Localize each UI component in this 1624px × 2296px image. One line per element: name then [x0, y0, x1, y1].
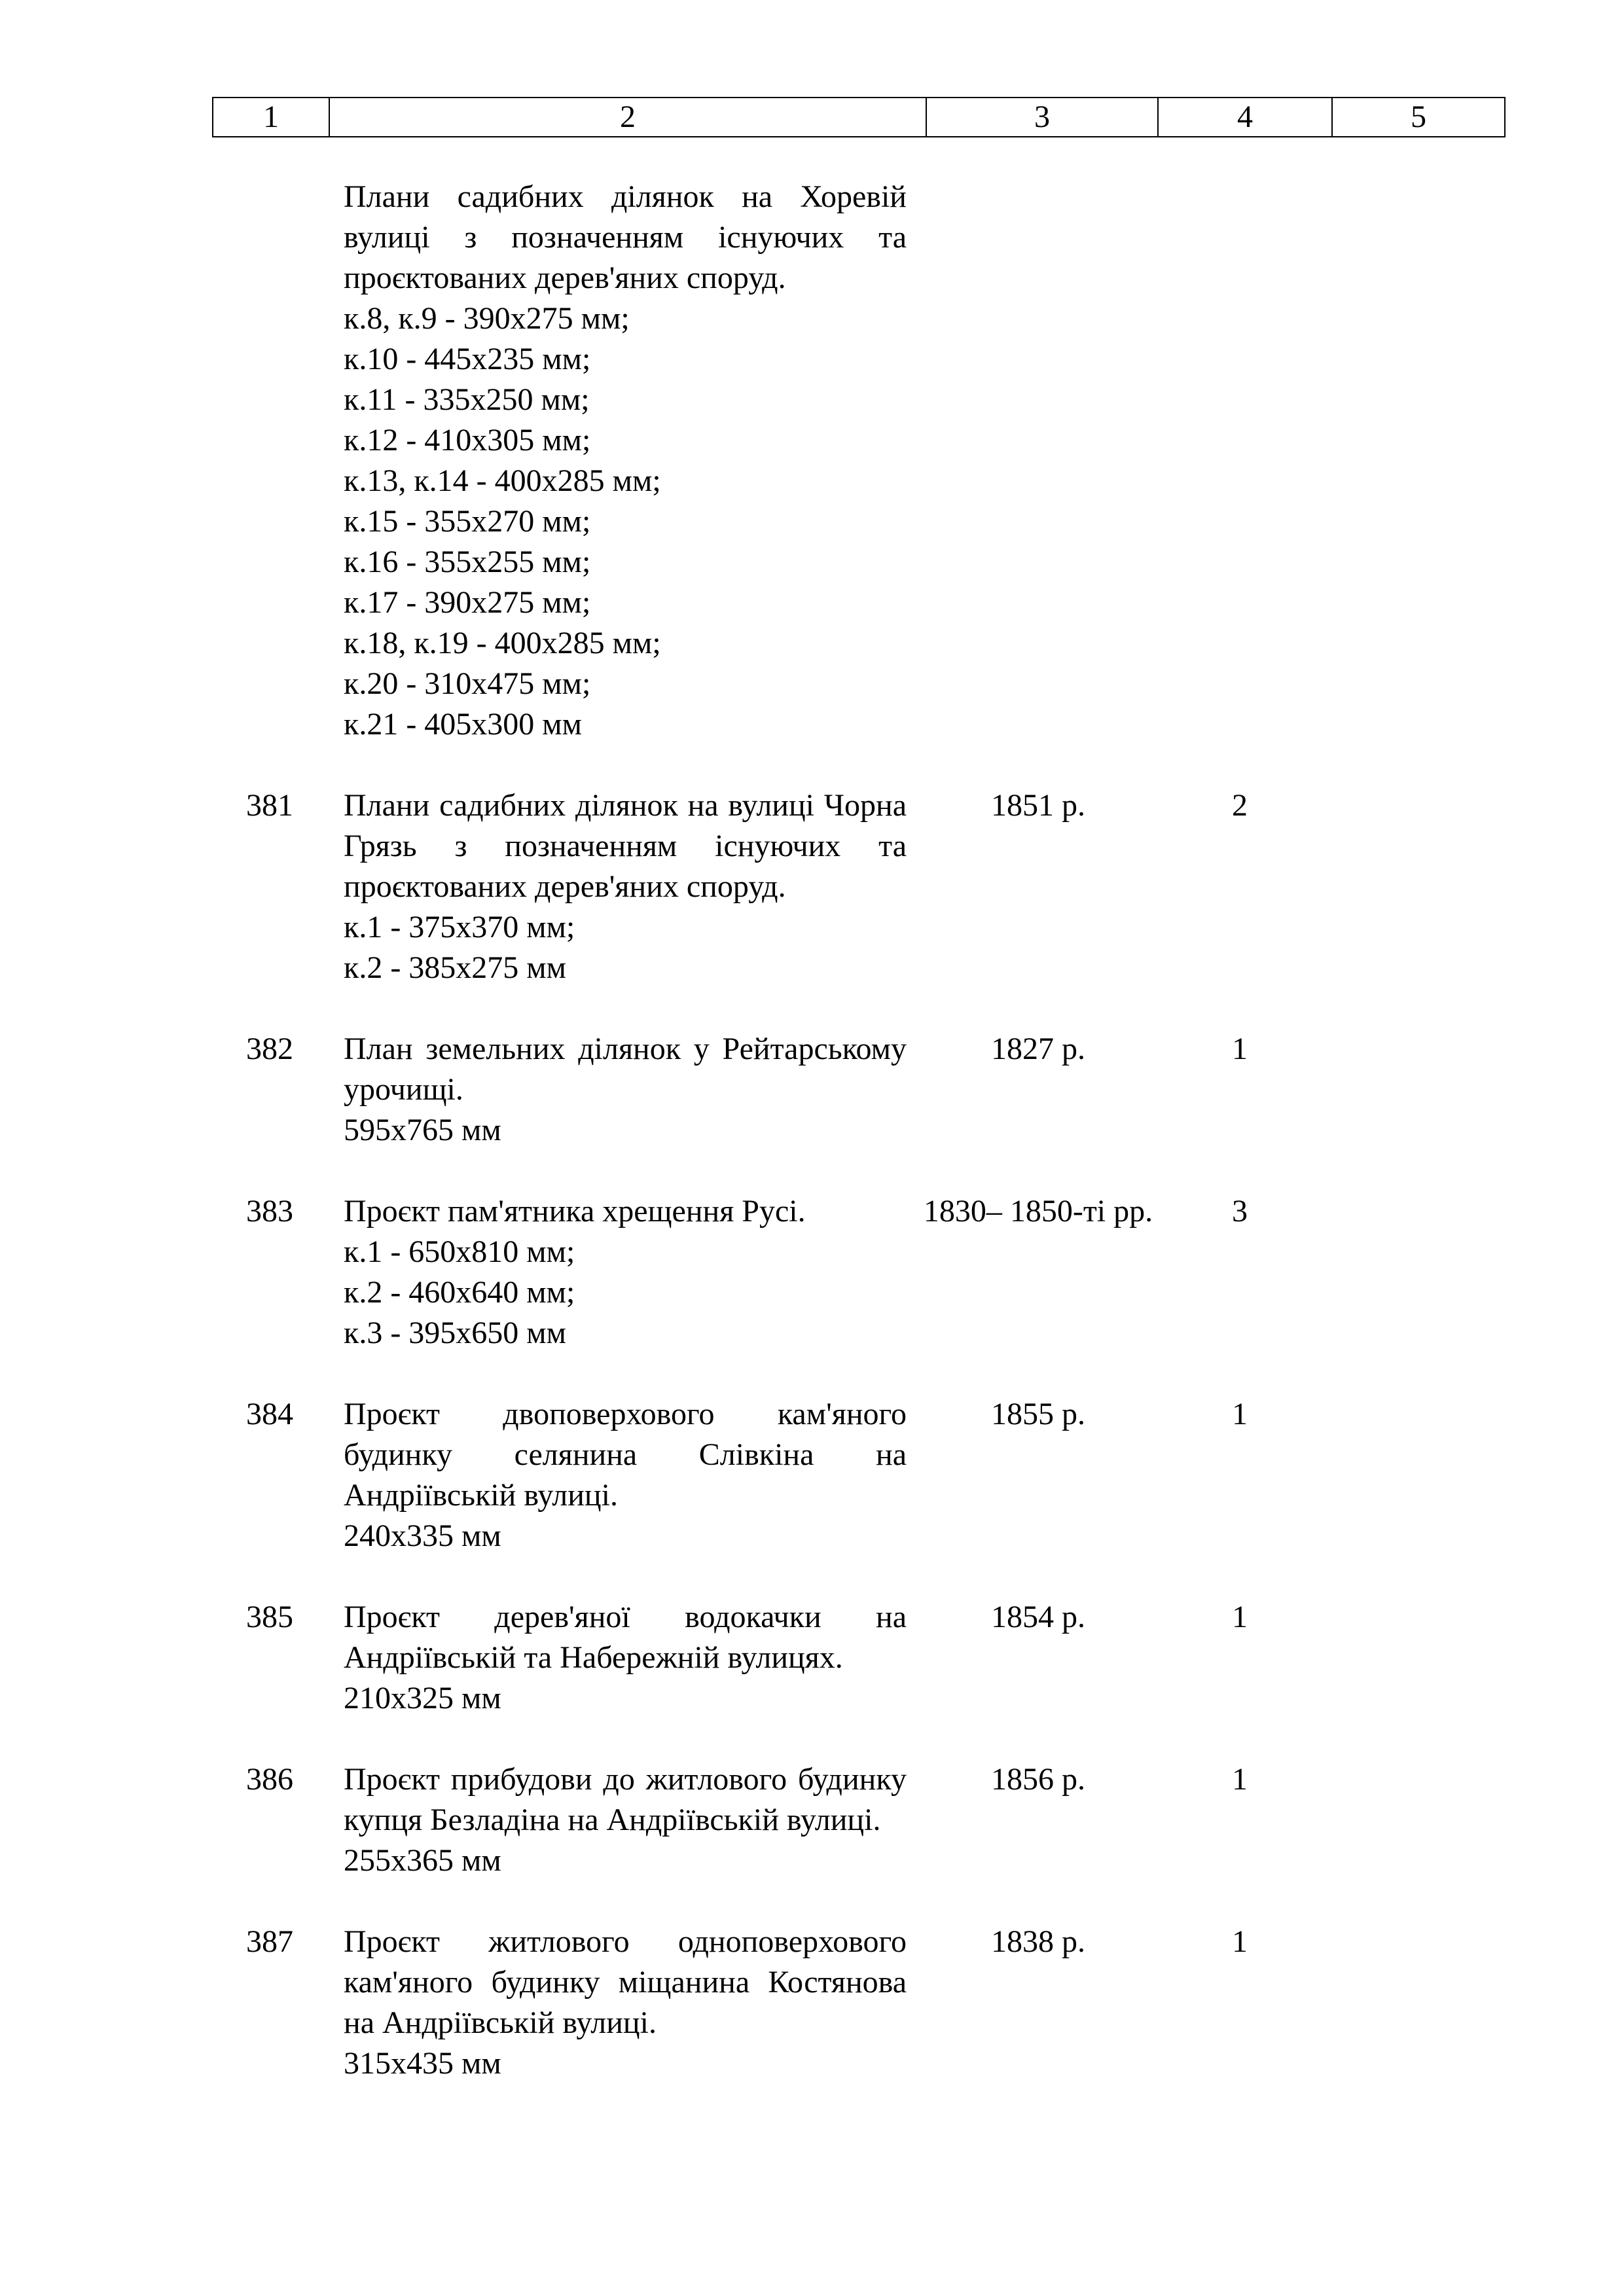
- entry-title: Плани садибних ділянок на Хоревій вулиці з позначенням існуючих та проєктованих дерев'яних споруд.: [344, 179, 907, 295]
- catalog-entry: [212, 1394, 1498, 1556]
- entry-number: 387: [246, 1924, 293, 1959]
- entry-number: 382: [246, 1031, 293, 1066]
- entry-size-line: 315х435 мм: [344, 2046, 501, 2081]
- entry-title: План земельних ділянок у Рейтарському урочищі.: [344, 1031, 907, 1107]
- column-header-row: [213, 98, 1505, 137]
- column-header-3: 3: [926, 98, 1158, 137]
- catalog-entry: [212, 1191, 1498, 1354]
- entry-size-line: к.18, к.19 - 400х285 мм;: [344, 626, 661, 660]
- entry-quantity: 1: [1232, 1031, 1248, 1066]
- column-header-table: [212, 97, 1506, 137]
- catalog-entry: [212, 1922, 1498, 2084]
- entry-title: Плани садибних ділянок на вулиці Чорна Грязь з позначенням існуючих та проєктованих дерев'яних споруд.: [344, 788, 907, 904]
- entry-description: [344, 1922, 907, 2084]
- entry-number: 385: [246, 1600, 293, 1634]
- entry-date: 1854 р.: [991, 1600, 1085, 1634]
- entry-size-line: 240х335 мм: [344, 1518, 501, 1553]
- entry-date: 1838 р.: [991, 1924, 1085, 1959]
- entry-size-line: 210х325 мм: [344, 1681, 501, 1715]
- entry-date: 1856 р.: [991, 1762, 1085, 1797]
- entry-quantity: 1: [1232, 1924, 1248, 1959]
- entry-title: Проєкт житлового одноповерхового кам'яного будинку міщанина Костянова на Андріївській вулиці.: [344, 1924, 907, 2040]
- entry-size-line: к.21 - 405х300 мм: [344, 707, 583, 742]
- catalog-entry: [212, 785, 1498, 988]
- entry-size-line: к.1 - 650х810 мм;: [344, 1234, 575, 1269]
- column-header-1: 1: [213, 98, 329, 137]
- entry-size-line: 595х765 мм: [344, 1113, 501, 1147]
- entry-size-line: к.1 - 375х370 мм;: [344, 910, 575, 944]
- entry-description: [344, 1394, 907, 1556]
- entry-title: Проєкт прибудови до житлового будинку купця Безладіна на Андріївській вулиці.: [344, 1762, 907, 1837]
- entry-quantity: 1: [1232, 1762, 1248, 1797]
- entries-list: [212, 177, 1498, 2125]
- entry-date: 1855 р.: [991, 1397, 1085, 1431]
- catalog-entry: [212, 1029, 1498, 1151]
- entry-size-line: к.10 - 445х235 мм;: [344, 342, 591, 376]
- entry-quantity: 1: [1232, 1397, 1248, 1431]
- entry-date: 1827 р.: [991, 1031, 1085, 1066]
- entry-title: Проєкт двоповерхового кам'яного будинку селянина Слівкіна на Андріївській вулиці.: [344, 1397, 907, 1513]
- entry-date: 1851 р.: [991, 788, 1085, 823]
- entry-description: [344, 1191, 907, 1354]
- entry-quantity: 2: [1232, 788, 1248, 823]
- entry-size-line: к.20 - 310х475 мм;: [344, 666, 591, 701]
- column-header-5: 5: [1332, 98, 1505, 137]
- entry-quantity: 3: [1232, 1194, 1248, 1229]
- entry-size-line: к.17 - 390х275 мм;: [344, 585, 591, 620]
- catalog-entry: [212, 1759, 1498, 1881]
- entry-size-line: к.13, к.14 - 400х285 мм;: [344, 463, 661, 498]
- entry-size-line: к.12 - 410х305 мм;: [344, 423, 591, 457]
- entry-size-line: к.16 - 355х255 мм;: [344, 545, 591, 579]
- column-header-4: 4: [1158, 98, 1332, 137]
- entry-size-line: к.11 - 335х250 мм;: [344, 382, 590, 417]
- entry-description: [344, 1029, 907, 1151]
- entry-quantity: 1: [1232, 1600, 1248, 1634]
- entry-number: 381: [246, 788, 293, 823]
- entry-number: 383: [246, 1194, 293, 1229]
- entry-size-line: к.15 - 355х270 мм;: [344, 504, 591, 539]
- entry-number: 386: [246, 1762, 293, 1797]
- entry-date: 1830– 1850-ті рр.: [923, 1194, 1153, 1229]
- catalog-entry: [212, 1597, 1498, 1719]
- entry-description: [344, 177, 907, 745]
- entry-size-line: к.3 - 395х650 мм: [344, 1316, 567, 1350]
- catalog-entry: [212, 177, 1498, 745]
- entry-description: [344, 1597, 907, 1719]
- entry-title: Проєкт дерев'яної водокачки на Андріївській та Набережній вулицях.: [344, 1600, 907, 1675]
- entry-size-line: к.8, к.9 - 390х275 мм;: [344, 301, 630, 336]
- entry-size-line: к.2 - 460х640 мм;: [344, 1275, 575, 1310]
- entry-title: Проєкт пам'ятника хрещення Русі.: [344, 1194, 806, 1229]
- column-header-2: 2: [329, 98, 926, 137]
- entry-number: 384: [246, 1397, 293, 1431]
- entry-description: [344, 1759, 907, 1881]
- entry-size-line: к.2 - 385х275 мм: [344, 950, 567, 985]
- entry-size-line: 255х365 мм: [344, 1843, 501, 1878]
- entry-description: [344, 785, 907, 988]
